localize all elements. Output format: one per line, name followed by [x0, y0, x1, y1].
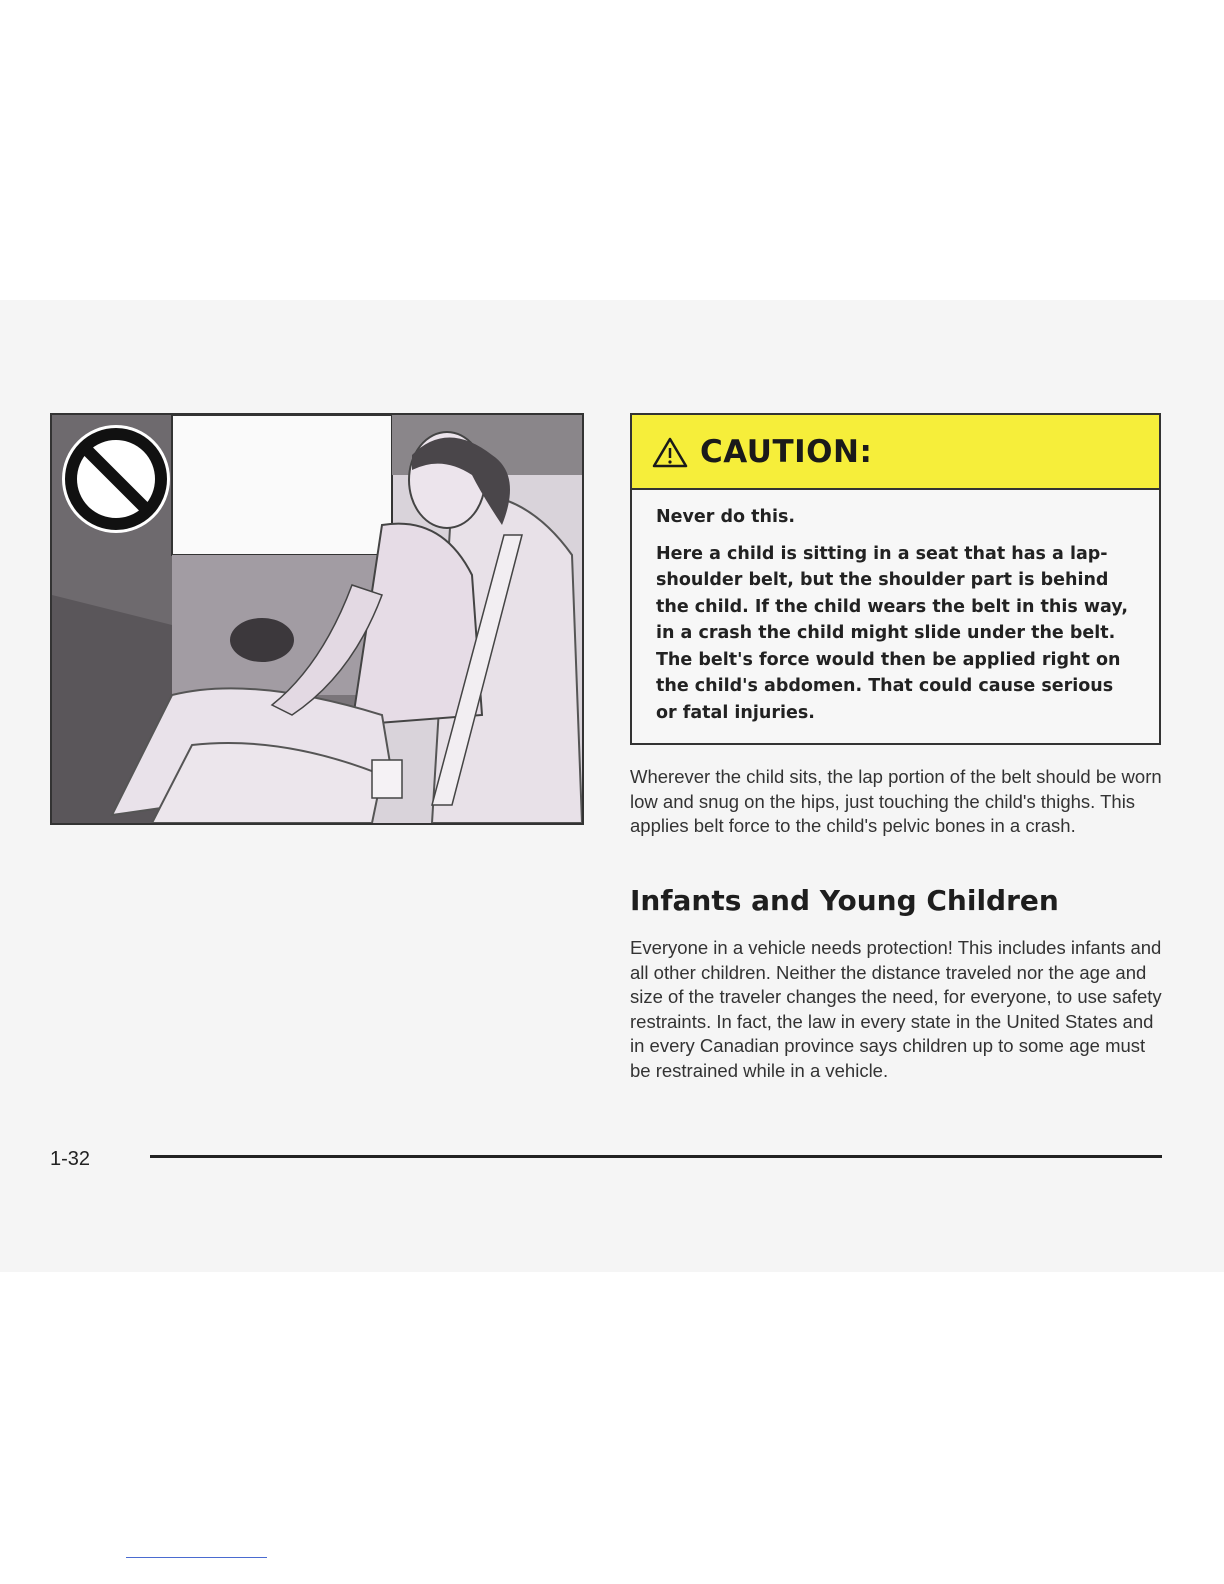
- section-heading: Infants and Young Children: [630, 884, 1059, 917]
- page-number: 1-32: [50, 1148, 91, 1170]
- no-symbol-icon: [60, 423, 172, 535]
- warning-triangle-icon: [652, 436, 688, 468]
- caution-header: [632, 415, 1159, 490]
- infants-paragraph: Everyone in a vehicle needs protection! This includes infants and all other children. Neither the distance traveled nor the age and size of the traveler changes the need, for everyone, to use safety restraints. In fact, the law in every state in the United States and in every Canadian province says children up to some age must be restrained while in a vehicle.: [630, 937, 1162, 1081]
- child-seatbelt-illustration: [50, 413, 584, 825]
- caution-title: CAUTION:: [700, 433, 873, 470]
- belt-position-paragraph: Wherever the child sits, the lap portion of the belt should be worn low and snug on the hips, just touching the child's thighs. This applies belt force to the child's pelvic bones in a crash.: [630, 766, 1162, 836]
- caution-body: [632, 490, 1159, 726]
- caution-lead: Never do this.: [656, 507, 796, 527]
- bottom-link-underline: [126, 1557, 267, 1558]
- caution-box: [630, 413, 1161, 745]
- caution-text: Here a child is sitting in a seat that has a lap-shoulder belt, but the shoulder part is behind the child. If the child wears the belt in this way, in a crash the child might slide under the belt. The belt's force would then be applied right on the child's abdomen. That could cause serious or fatal injuries.: [656, 543, 1128, 723]
- footer-rule: [150, 1155, 1162, 1158]
